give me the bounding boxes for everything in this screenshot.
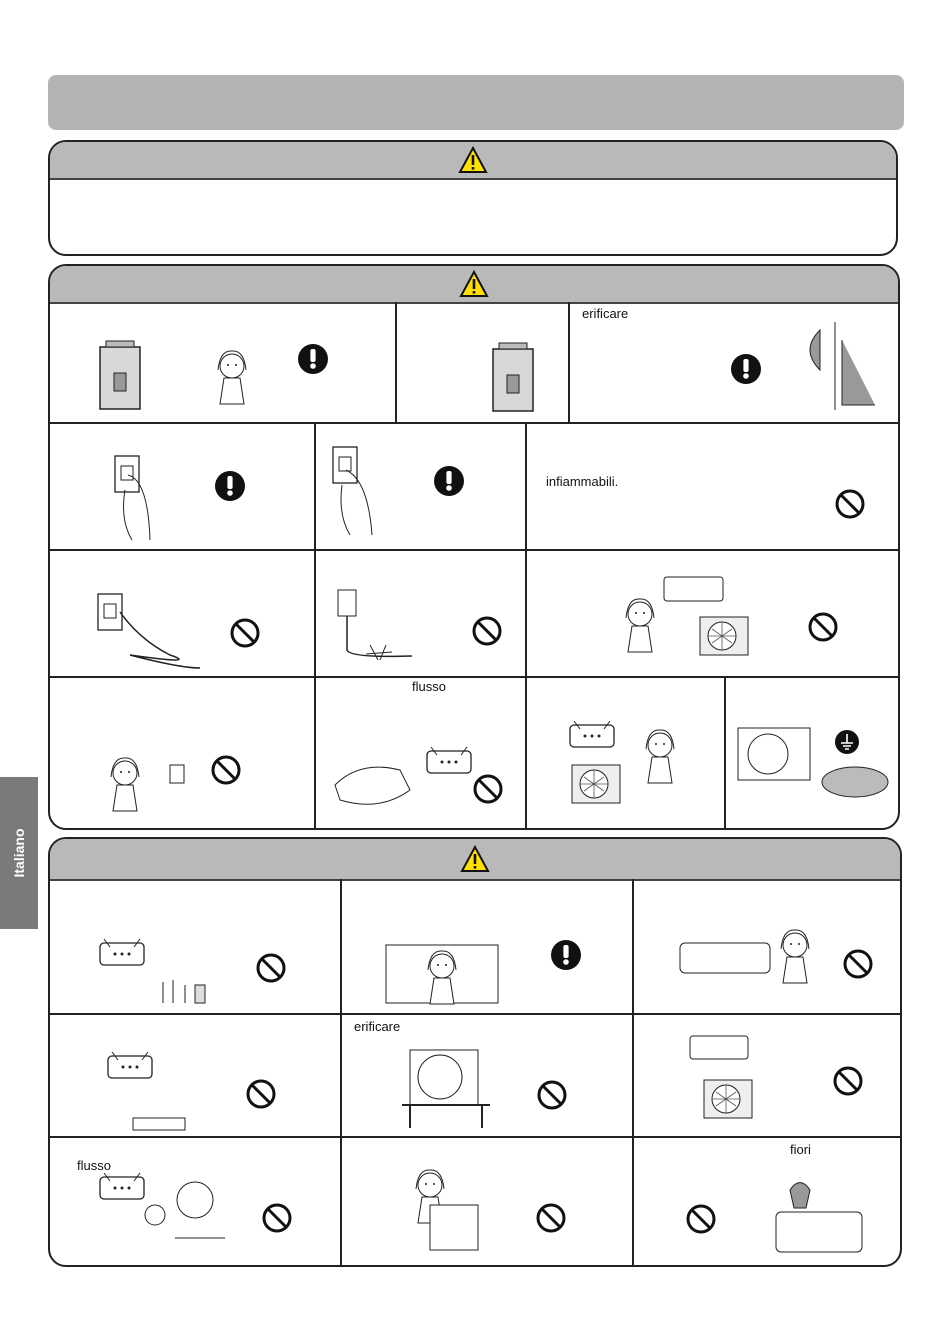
cell-text: flusso	[412, 679, 446, 694]
caution-panel-3	[48, 837, 902, 1267]
language-label: Italiano	[11, 828, 27, 878]
cell-text: erificare	[354, 1019, 401, 1034]
language-tab	[0, 777, 38, 929]
cell-text: fiori	[790, 1142, 811, 1157]
warning-triangle-icon	[460, 271, 488, 297]
cell-text: erificare	[582, 306, 629, 321]
panel-3-header	[50, 839, 900, 881]
cell-text: infiammabili.	[546, 474, 619, 489]
warning-panel-1	[48, 140, 898, 256]
panel-2-header	[50, 266, 898, 304]
warning-triangle-icon	[461, 846, 489, 872]
warning-panel-2	[48, 264, 900, 830]
header-bar	[48, 75, 904, 130]
panel-1-header	[50, 142, 896, 180]
cell-text: flusso	[77, 1158, 111, 1173]
warning-triangle-icon	[459, 147, 487, 173]
